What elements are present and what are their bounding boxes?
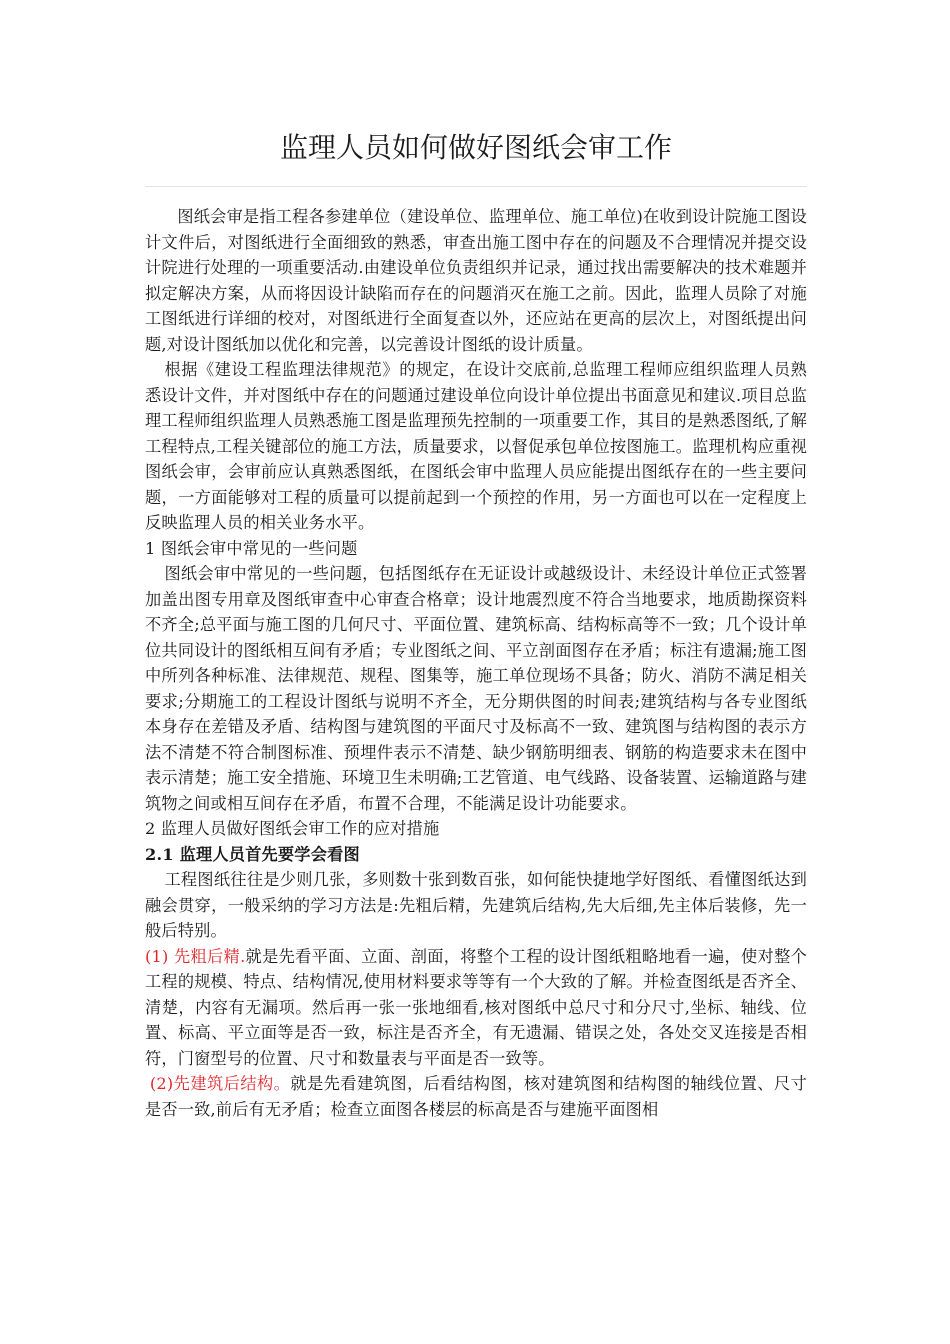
- title-divider: [145, 186, 807, 187]
- paragraph-reading-method: 工程图纸往往是少则几张，多则数十张到数百张，如何能快捷地学好图纸、看懂图纸达到融会贯穿，一般采纳的学习方法是:先粗后精，先建筑后结构,先大后细,先主体后装修，先一般后特别。: [145, 870, 807, 940]
- subsection-heading-2-1: 2.1 监理人员首先要学会看图: [145, 844, 360, 864]
- text-architecture-then-structure: 就是先看建筑图，后看结构图，核对建筑图和结构图的轴线位置、尺寸是否一致,前后有无矛盾；检查立面图各楼层的标高是否与建施平面图相: [145, 1074, 807, 1119]
- document-body: [145, 204, 807, 1122]
- paragraph-common-issues: 图纸会审中常见的一些问题，包括图纸存在无证设计或越级设计、未经设计单位正式签署加盖出图专用章及图纸审查中心审查合格章；设计地震烈度不符合当地要求，地质勘探资料不齐全;总平面与施工图的几何尺寸、平面位置、建筑标高、结构标高等不一致；几个设计单位共同设计的图纸相互间有矛盾；专业图纸之间、平立剖面图存在矛盾；标注有遗漏;施工图中所列各种标准、法律规范、规程、图集等，施工单位现场不具备；防火、消防不满足相关要求;分期施工的工程设计图纸与说明不齐全，无分期供图的时间表;建筑结构与各专业图纸本身存在差错及矛盾、结构图与建筑图的平面尺寸及标高不一致、建筑图与结构图的表示方法不清楚不符合制图标准、预埋件表示不清楚、缺少钢筋明细表、钢筋的构造要求未在图中表示清楚；施工安全措施、环境卫生未明确;工艺管道、电气线路、设备装置、运输道路与建筑物之间或相互间存在矛盾，布置不合理，不能满足设计功能要求。: [145, 564, 807, 813]
- paragraph-rough-then-fine: [145, 944, 807, 1072]
- highlight-architecture-then-structure: (2)先建筑后结构。: [149, 1074, 291, 1093]
- paragraph-architecture-then-structure: [145, 1071, 807, 1122]
- section-heading-2: 2 监理人员做好图纸会审工作的应对措施: [145, 819, 440, 838]
- page-title: 监理人员如何做好图纸会审工作: [279, 131, 672, 164]
- section-heading-1: 1 图纸会审中常见的一些问题: [145, 538, 358, 558]
- highlight-rough-then-fine: (1) 先粗后精.: [145, 946, 246, 966]
- text-rough-then-fine: 就是先看平面、立面、剖面，将整个工程的设计图纸粗略地看一遍，使对整个工程的规模、特点、结构情况,使用材料要求等等有一个大致的了解。并检查图纸是否齐全、清楚，内容有无漏项。然后再一张一张地细看,核对图纸中总尺寸和分尺寸,坐标、轴线、位置、标高、平立面等是否一致，标注是否齐全，有无遗漏、错误之处，各处交叉连接是否相符，门窗型号的位置、尺寸和数量表与平面是否一致等。: [145, 946, 807, 1068]
- paragraph-intro: 图纸会审是指工程各参建单位（建设单位、监理单位、施工单位)在收到设计院施工图设计文件后，对图纸进行全面细致的熟悉，审查出施工图中存在的问题及不合理情况并提交设计院进行处理的一项重要活动.由建设单位负责组织并记录，通过找出需要解决的技术难题并拟定解决方案，从而将因设计缺陷而存在的问题消灭在施工之前。因此，监理人员除了对施工图纸进行详细的校对，对图纸进行全面复查以外，还应站在更高的层次上，对图纸提出问题,对设计图纸加以优化和完善，以完善设计图纸的设计质量。: [145, 207, 807, 354]
- paragraph-regulation: 根据《建设工程监理法律规范》的规定，在设计交底前,总监理工程师应组织监理人员熟悉设计文件，并对图纸中存在的问题通过建设单位向设计单位提出书面意见和建议.项目总监理工程师组织监理人员熟悉施工图是监理预先控制的一项重要工作，其目的是熟悉图纸,了解工程特点,工程关键部位的施工方法，质量要求，以督促承包单位按图施工。监理机构应重视图纸会审，会审前应认真熟悉图纸，在图纸会审中监理人员应能提出图纸存在的一些主要问题，一方面能够对工程的质量可以提前起到一个预控的作用，另一方面也可以在一定程度上反映监理人员的相关业务水平。: [145, 360, 807, 532]
